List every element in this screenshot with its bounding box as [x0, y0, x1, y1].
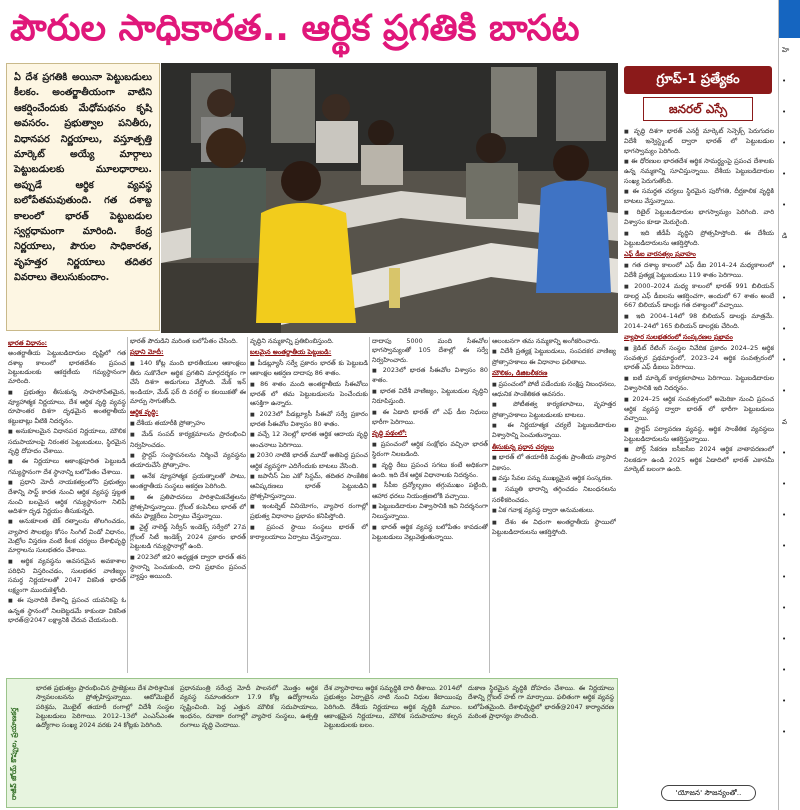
- paragraph: ■ భారత విదేశీ వాణిజ్యం, పెట్టుబడుల వృద్ధిని నిరూపిస్తుంది.: [372, 387, 488, 407]
- edge-fragment: •: [782, 573, 787, 581]
- green-text-1: భారత ప్రభుత్వం ప్రారంభించిన ప్రాజెక్టులు దేశ పారిశ్రామిక స్వావలంబనను ప్రోత్సహిస్తున్నాయి. ఆటోమొబైల్ పరిశ్రమ, మొబైల్ తయారీ రంగాల్లో విదేశీ సంస్థల పెట్టుబడులు పెరిగాయి. 2012–13లో ఎంఎస్ఎంఈ ఉద్యోగాల సంఖ్య 2024 వరకు 24 కోట్లకు పెరిగింది.: [36, 684, 174, 730]
- credit-text: రాజీవ్ జోయ్ కొప్పుల, ప్రయాణకర్త: [10, 707, 18, 800]
- paragraph: ■ 2000–2024 మధ్య కాలంలో భారత్ 991 బిలియన్ డాలర్ల ఎఫ్ డీఐలను ఆకర్షించగా, అందులో 67 శాతం అంటే 667 బిలియన్ డాలర్లు గత దశాబ్దంలో వచ్చాయి.: [624, 282, 774, 311]
- paragraph: ■ ప్రపంచంలో ఆర్థిక సంక్షోభం వచ్చినా భారత్ స్థిరంగా నిలబడింది.: [372, 440, 488, 460]
- text-column-3: [250, 337, 368, 675]
- paragraph: ఆలంబనగా తమ నమ్మకాన్ని అంగీకరించారు.: [492, 337, 601, 345]
- courtesy-pill: 'యోజన' సౌజన్యంతో..: [661, 785, 756, 801]
- paragraph: ■ ప్రపంచంలో పోటీ పడేందుకు సంక్షిప్త నిబంధనలు, ఆధునిక సాంకేతికత అవసరం.: [492, 380, 616, 400]
- edge-fragment: వ: [782, 418, 787, 426]
- paragraph: ■ 2023లో పీడబ్ల్యూసీ సీఈవో సర్వే ప్రకారం భారత సీఈవోల విశ్వాసం 80 శాతం.: [250, 410, 368, 430]
- edge-fragment: •: [782, 263, 787, 271]
- paragraph: ■ ప్రధాని మోదీ నాయకత్వంలోని ప్రభుత్వం దేశాన్ని సాఫ్ట్ కారత నుంచి ఆర్థిక వ్యవస్థ స్తబ్దత నుంచి బలమైన ఆర్థిక గమ్యస్థానంగా నిలిపే అదిశగా దృఢ నిర్ణయం తీసుకున్నది.: [8, 478, 126, 516]
- exam-hall-photo: [161, 63, 618, 333]
- paragraph: ■ పోటీతత్వ కార్యకలాపాలు, వృహత్తర ప్రోత్సాహకాలు పెట్టుబడులకు బాటలు.: [492, 400, 616, 420]
- edge-fragment: •: [782, 635, 787, 643]
- edge-fragment: •: [782, 542, 787, 550]
- paragraph: ■ ఇంటర్నెట్ వినియోగం, వ్యాపార రంగాల్లో ప్రభుత్వ విధానాల ప్రభావం కనిపిస్తోంది.: [250, 502, 368, 522]
- edge-fragment: •: [782, 604, 787, 612]
- paragraph: ■ దేశీయ తయారీకి ప్రోత్సాహం: [130, 419, 246, 429]
- paragraph: భారత్ పౌరుడిని మరింత బలోపేతం చేసింది.: [130, 337, 238, 345]
- section-heading: ఆర్థిక వృద్ధి:: [130, 408, 159, 417]
- edge-fragment: •: [782, 511, 787, 519]
- paragraph: ■ ఈ ధోరణుల భారతదేశ ఆర్థిక సామర్థ్యంపై ప్రపంచ దేశాలకు ఉన్న నమ్మకాన్ని సూచిస్తున్నాయి. దేశీయ పెట్టుబడిదారుల సంఖ్య పెరుగుతోంది.: [624, 157, 774, 186]
- text-column-1: [8, 337, 126, 675]
- green-text-3: దేశ వ్యాపారాలు ఆర్థిక సమృద్ధికి దారి తీశాయి. 2014లో ప్రభుత్వం ఏర్పాటైన నాటి నుంచి నిధుల కేటాయింపు పెరిగింది. దేశీయ నిర్ణయాలు ఆర్థిక వృద్ధికి మూలం. ఆకాంక్షమైన నిర్ణయాలు, మౌలిక సదుపాయాల కల్పన పెట్టుబడులకు బలం.: [324, 684, 462, 730]
- edge-fragment: హె: [782, 46, 790, 54]
- paragraph: ■ పెట్టుబడిదారుల విశ్వాసానికి ఇవి నిదర్శనంగా నిలుస్తున్నాయి.: [372, 502, 488, 522]
- paragraph: ■ స్టార్టప్ పర్యావరణ వ్యవస్థ, ఆర్థిక సాంకేతిక వ్యవస్థలు పెట్టుబడిదారులను ఆకర్షిస్తున్నాయి.: [624, 425, 774, 445]
- group1-banner: గ్రూప్-1 ప్రత్యేకం: [624, 66, 772, 94]
- paragraph: ■ ఈ ప్రతిపాదనలు పారిశ్రామికవేత్తలను ప్రోత్సహిస్తున్నాయి. గ్లోబల్ కంపెనీలు భారత్ లో తమ ఫ్యాక్టరీలు ఏర్పాటు చేస్తున్నాయి.: [130, 493, 246, 522]
- paragraph: ■ స్టార్టప్ సంస్థాపనలను నిర్మించే వ్యవస్థను తయారుచేసే ప్రోత్సాహం.: [130, 451, 246, 471]
- cropped-adjacent-column: [778, 0, 800, 810]
- paragraph: ■ 2024–25 ఆర్థిక సంవత్సరంలో అమెరికా నుంచి ప్రపంచ ఆర్థిక వ్యవస్థ ద్వారా భారత్ లో భారీగా పెట్టుబడులు వచ్చాయి.: [624, 395, 774, 424]
- edge-fragment: •: [782, 449, 787, 457]
- paragraph: ■ ఈ పునాదికి దేశాన్ని ప్రపంచ యవనికపై ఓ ఉన్నత స్థానంలో నిలబెట్టడమే కాకుండా వికసిత భారత్@2047 లక్ష్యానికి చేరువ చేయనుంది.: [8, 596, 126, 625]
- paragraph: దాదాపు 5000 మంది సీఈవోల భాగస్వామ్యంతో 105 దేశాల్లో ఈ సర్వే నిర్వహించారు.: [372, 337, 488, 364]
- paragraph: ■ 2030 నాటికి భారత్ మూడో అతిపెద్ద ప్రపంచ ఆర్థిక వ్యవస్థగా ఎదిగేందుకు బాటలు వేసింది.: [250, 451, 368, 471]
- text-column-2: [130, 337, 246, 675]
- column-divider: [127, 337, 128, 673]
- headline-title: పౌరుల సాధికారత.. ఆర్థిక ప్రగతికి బాసట: [10, 8, 580, 49]
- green-text-2: ప్రధానమంత్రి నరేంద్ర మోదీ పాలనలో మొత్తం ఆర్థిక వ్యవస్థ సమాంతరంగా 17.9 కోట్ల ఉద్యోగాలను సృష్టించింది. పెద్ద ఎత్తున మౌలిక సదుపాయాలు, ఇంధనం, రవాణా రంగాల్లో వ్యాపార సంస్థలు, ఉత్పత్తి రంగాలు వృద్ధి చెందాయి.: [180, 684, 318, 730]
- section-heading: భారత విధానం:: [8, 339, 48, 347]
- paragraph: ■ జపానీస్ ఏఐ ఎకో సిస్టమ్, తదితర సాంకేతిక ఆవిష్కరణలు భారత్ పెట్టుబడిని ప్రోత్సహిస్తున్నాయి.: [250, 472, 368, 501]
- vertical-credit-label: [6, 678, 32, 808]
- edge-fragment: •: [782, 356, 787, 364]
- sidebar-body: [624, 127, 774, 767]
- general-essay-tag: జనరల్ ఎస్సే: [643, 97, 753, 121]
- adjacent-header-block: [779, 0, 800, 38]
- green-column-3: [324, 684, 462, 806]
- column-divider: [369, 337, 370, 673]
- edge-fragment: •: [782, 170, 787, 178]
- edge-fragment: •: [782, 666, 787, 674]
- paragraph: ■ రిటైల్ పెట్టుబడిదారుల భాగస్వామ్యం పెరిగింది. వారి విశ్వాసం కూడా మెరుగైంది.: [624, 208, 774, 228]
- section-heading: వృద్ధి పథంలో:: [372, 429, 407, 438]
- paragraph: ■ పీడబ్ల్యూసీ సర్వే ప్రకారం భారత్ కు పెట్టుబడి ఆకాంక్షల ఆకర్షణ దాదాపు 86 శాతం.: [250, 359, 368, 379]
- paragraph: ■ భారత్ లో తయారీకి మద్దతు ప్రాంతీయ వ్యాపార వికాసం.: [492, 453, 616, 473]
- paragraph: ■ మేడ్ సంపద్ కార్యక్రమాలను ప్రారంభించి నిర్వహించడం.: [130, 430, 246, 450]
- paragraph: ■ వస్తు సేవల పన్ను ముఖ్యమైన ఆర్థిక సంస్కరణ.: [492, 474, 616, 484]
- section-heading: ప్రధాని మోదీ:: [130, 348, 164, 357]
- paragraph: ■ ఇది జీడీపీ వృద్ధిని ప్రోత్సహిస్తోంది. ఈ దేశీయ పెట్టుబడిదారులను ఆకర్షిస్తోంది.: [624, 229, 774, 249]
- paragraph: ■ ఇది 2004–14లో 98 బిలియన్ డాలర్లు మాత్రమే. 2014–24లో 165 బిలియన్ డాలర్లకు చేరింది.: [624, 312, 774, 332]
- edge-fragment: డి: [782, 232, 788, 240]
- paragraph: వృద్ధిని నమ్మకాన్ని ప్రతిబింబిస్తుంది.: [250, 337, 334, 345]
- column-divider: [489, 337, 490, 673]
- intro-text: ఏ దేశ ప్రగతికి అయినా పెట్టుబడులు కీలకం. అంతర్జాతీయంగా వాటిని ఆకర్షించేందుకు మేధోమథనం కృషి అవసరం. ప్రభుత్వాల పనితీరు, విధానపర నిర్ణయాలు, వస్తూత్పత్తి మార్కెట్ అయ్యే మార్గాలు పెట్టుబడులకు మూలధారాలు. అప్పుడే ఆర్థిక వ్యవస్థ బలోపేతమవుతుంది. గత దశాబ్ద కాలంలో భారత్ పెట్టుబడుల స్వర్గధామంగా మారింది. కేంద్ర నిర్ణయాలు, పౌరుల సాధికారత, వృహత్తర నిర్ణయాలు తదితర వివరాలు తెలుసుకుందాం.: [14, 72, 152, 284]
- paragraph: ■ భారత్ ఆర్థిక వ్యవస్థ బలోపేతం కావడంతో పెట్టుబడులు వెల్లువెత్తుతున్నాయి.: [372, 523, 488, 543]
- paragraph: ■ వచ్చే 12 నెలల్లో భారత ఆర్థిక ఆదాయ వృద్ధి అంచనాలు పెరిగాయి.: [250, 430, 368, 450]
- exam-hall-illustration: [161, 63, 618, 333]
- section-heading: ఎఫ్ డీఐ వారసత్వం ప్రవాహం: [624, 250, 696, 259]
- paragraph: ■ వృద్ధి రేటు ప్రపంచ సగటు కంటే అధికంగా ఉంది. ఇది దేశ ఆర్థిక విధానాలకు నిదర్శనం.: [372, 461, 488, 481]
- paragraph: అంతర్జాతీయ పెట్టుబడిదారుల దృష్టిలో గత దశాబ్ద కాలంలో భారతదేశం ప్రపంచ పెట్టుబడులకు ఆకర్షణీయ గమ్యస్థానంగా మారింది.: [8, 349, 126, 386]
- intro-box: [6, 63, 160, 331]
- text-column-5: [492, 337, 616, 675]
- green-column-1: [36, 684, 174, 806]
- green-text-4: దుకాణ స్థిరమైన వృద్ధికి దోహదం చేశాయి. ఈ నిర్ణయాలు దేశాన్ని గ్లోబల్ హబ్ గా మార్చాయి. ఫలితంగా ఆర్థిక వ్యవస్థ బలోపేతమైంది. దేశాభివృద్ధిలో భారత్@2047 కార్యాచరణ మరింత ప్రాధాన్యం పొందింది.: [468, 684, 614, 720]
- edge-fragment: •: [782, 201, 787, 209]
- paragraph: ■ వైల్డ్ నాలెడ్జ్ సెర్వీస్ ఇండెక్స్ సర్వేలో 27వ గ్లోబల్ సిటీ ఇండెక్స్ 2024 ప్రకారం భారత్ పెట్టుబడి గమ్యస్థానాల్లో ఉంది.: [130, 523, 246, 552]
- paragraph: ■ దేశం ఈ విధంగా అంతర్జాతీయ స్థాయిలో పెట్టుబడిదారులను ఆకర్షిస్తోంది.: [492, 518, 616, 538]
- paragraph: ■ 86 శాతం మంది అంతర్జాతీయ సీఈవోలు భారత్ లో తమ పెట్టుబడులను పెంచేందుకు ఆసక్తిగా ఉన్నారు.: [250, 380, 368, 409]
- edge-fragment: •: [782, 294, 787, 302]
- paragraph: ■ ఈ నిర్ణయాత్మక చర్యలే పెట్టుబడిదారుల విశ్వాసాన్ని పెంచుతున్నాయి.: [492, 421, 616, 441]
- section-heading: మౌలికం, డిజిటలీకరణ: [492, 369, 548, 378]
- section-heading: తీసుకున్న ప్రధాన చర్యలు: [492, 442, 554, 451]
- paragraph: ■ 140 కోట్ల మంది భారతీయుల ఆకాంక్షలు తీరు సుకొనేలా ఆర్థిక ప్రగతిని మార్గదర్శకం గా చేసే దిశగా అడుగులు వేస్తోంది. మేక్ ఇన్ ఇండియా, మేడ్ ఫర్ ది వరల్డ్ ల కలయికతో ఈ మార్పు సాగుతోంది.: [130, 359, 246, 406]
- edge-fragment: •: [782, 728, 787, 736]
- paragraph: ■ ఏక గవాక్ష వ్యవస్థ ద్వారా అనుమతులు.: [492, 506, 616, 516]
- paragraph: ■ అనుకూలత టెక్ రత్నాలను తొలగించడం, వ్యాపార సౌలభ్యం కోసం సింగిల్ విండో విధానం, మెట్రోల విస్తరణ వంటి కీలక చర్యలు దేశాభివృద్ధి మార్గాలను సులభతరం చేశాయి.: [8, 517, 126, 555]
- edge-fragment: •: [782, 325, 787, 333]
- paragraph: ■ అనుకూలమైన విధానపర నిర్ణయాలు, మౌలిక సదుపాయాలపై నిరంతర పెట్టుబడులు, స్థిరమైన వృద్ధి దోహదం చేశాయి.: [8, 427, 126, 456]
- edge-fragment: •: [782, 139, 787, 147]
- section-heading: వ్యాపార సులభతరంలో సంస్కరణల ప్రభావం: [624, 333, 733, 342]
- paragraph: ■ పోర్ట్ సేకరణ ఐసీఐసీఐ 2024 ఆర్థిక వాతావరణంలో నిలకడగా ఉండి 2025 ఆర్థిక ఏడాదిలో భారత్ ఎకానమీ మార్కెట్ బలంగా ఉంది.: [624, 445, 774, 474]
- edge-fragment: •: [782, 108, 787, 116]
- paragraph: ■ వృద్ధి దిశగా భారత్ ఎనర్జీ మార్కెట్ సెన్సెక్స్ పెరుగుదల విదేశీ ఇన్వెస్ట్మెంట్ ద్వారా భారత్ లో పెట్టుబడుల భాగస్వామ్యం పెరిగింది.: [624, 127, 774, 156]
- paragraph: ■ అనేక వ్యూహాత్మక ప్రయత్నాలతో పాటు, అంతర్జాతీయ సంస్థలు ఆకర్షణ పెరిగింది.: [130, 472, 246, 492]
- paragraph: ■ ఐటీ మార్కెట్ కార్యకలాపాలు పెరిగాయి. పెట్టుబడిదారుల విశ్వాసానికి ఇది నిదర్శనం.: [624, 374, 774, 394]
- paragraph: ■ గత దశాబ్ద కాలంలో ఎఫ్ డీఐ 2014–24 మధ్యకాలంలో విదేశీ ప్రత్యక్ష పెట్టుబడులు 119 శాతం పెరిగాయి.: [624, 261, 774, 281]
- column-divider: [247, 337, 248, 673]
- paragraph: ■ ఈ సమర్థత చర్యలు స్థిరమైన పురోగతి, దీర్ఘకాలిక వృద్ధికి బాటలు వేస్తున్నాయి.: [624, 187, 774, 207]
- paragraph: ■ సమ్మతి భారాన్ని తగ్గించడం నిబంధనలను సరళీకరించడం.: [492, 485, 616, 505]
- text-column-4: [372, 337, 488, 675]
- section-heading: బలమైన అంతర్జాతీయ పెట్టుబడి:: [250, 348, 332, 357]
- sidebar-column: [621, 63, 777, 810]
- paragraph: ■ ఈ ఏడాది భారత్ లో ఎఫ్ డీఐ నిధులు భారీగా పెరిగాయి.: [372, 408, 488, 428]
- paragraph: ■ 2023లో భారత సీఈవోల విశ్వాసం 80 శాతం.: [372, 366, 488, 386]
- headline-band: [0, 0, 778, 60]
- paragraph: ■ 2023లో జి20 అధ్యక్షత ద్వారా భారత్ తన స్థానాన్ని పెంచుకుంది, దాని ప్రభావం ప్రపంచ వ్యాప్తం అయింది.: [130, 553, 246, 582]
- paragraph: ■ క్రెడిట్ రేటింగ్ సంస్థల నివేదిక ప్రకారం 2024–25 ఆర్థిక సంవత్సర ప్రథమార్థంలో, 2023–24 ఆర్థిక సంవత్సరంలో భారత్ ఎఫ్ డీఐలు పెరిగాయి.: [624, 344, 774, 373]
- paragraph: ■ ఆర్థిక వ్యవస్థను అవసరమైన అవకాశాల పరిధిని విస్తరించడం, సులభతర వాణిజ్యం సమర్థ నిర్ణయాలతో 2047 వికసిత భారత్ లక్ష్యంగా ముందుకెళ్తోంది.: [8, 557, 126, 595]
- edge-fragment: •: [782, 480, 787, 488]
- paragraph: ■ ప్రపంచ స్థాయి సంస్థలు భారత్ లో కార్యాలయాలు ఏర్పాటు చేస్తున్నాయి.: [250, 523, 368, 543]
- edge-fragment: •: [782, 697, 787, 705]
- paragraph: ■ ప్రభుత్వం తీసుకున్న సాహసోపేతమైన, వ్యూహాత్మక నిర్ణయాలు, దేశ ఆర్థిక వృద్ధి వ్యవస్థ రూపాంతర దిశగా దృఢమైన అంతర్జాతీయ కట్టుబాట్లు వీటికి నిదర్శనం.: [8, 388, 126, 426]
- paragraph: ■ సీపీఐ ద్రవ్యోల్బణం తగ్గుముఖం పట్టింది, ఆహార ధరలు నియంత్రణలోకి వచ్చాయి.: [372, 481, 488, 501]
- edge-fragment: •: [782, 387, 787, 395]
- paragraph: ■ విదేశీ ప్రత్యక్ష పెట్టుబడులు, సంపదకర వాణిజ్య ప్రోత్సాహకాలు ఈ విధానాల ఫలితాలు.: [492, 347, 616, 367]
- green-column-4: [468, 684, 614, 806]
- green-column-2: [180, 684, 318, 806]
- paragraph: ■ ఈ నిర్ణయాలు ఆకాంక్షపూరిత పెట్టుబడి గమ్యస్థానంగా దేశ స్థానాన్ని బలోపేతం చేశాయి.: [8, 457, 126, 477]
- edge-fragment: •: [782, 77, 787, 85]
